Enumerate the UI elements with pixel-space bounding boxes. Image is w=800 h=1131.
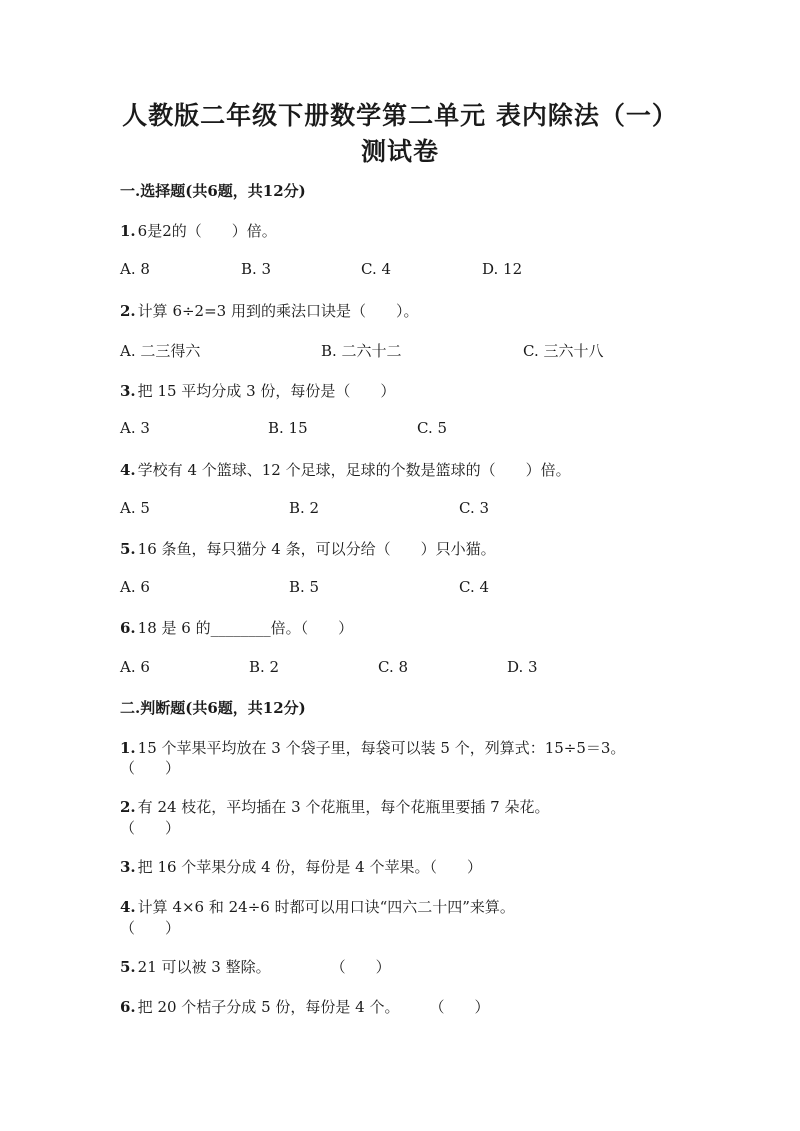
option-b: B. 二六十二 [321, 342, 402, 360]
question-text: 15 个苹果平均放在 3 个袋子里，每袋可以装 5 个，列算式：15÷5＝3。 [137, 739, 626, 757]
section-heading-choice: 一.选择题(共6题，共12分) [120, 182, 306, 200]
question-text: 18 是 6 的________倍。（ ） [137, 619, 354, 637]
judgement-4 [120, 896, 515, 917]
question-text: 学校有 4 个篮球、12 个足球，足球的个数是篮球的（ ）倍。 [137, 461, 571, 479]
option-b: B. 3 [241, 260, 272, 278]
question-text: 6是2的（ ）倍。 [137, 222, 277, 240]
option-b: B. 15 [268, 419, 308, 437]
option-c: C. 8 [378, 658, 409, 676]
question-text: 把 16 个苹果分成 4 份，每份是 4 个苹果。（ ） [137, 858, 482, 876]
question-number: 2. [120, 302, 136, 320]
option-c: C. 4 [459, 578, 490, 596]
question-number: 6. [120, 998, 136, 1016]
question-text: 16 条鱼，每只猫分 4 条，可以分给（ ）只小猫。 [137, 540, 496, 558]
question-text: 计算 4×6 和 24÷6 时都可以用口诀“四六二十四”来算。 [137, 898, 515, 916]
option-d: D. 12 [482, 260, 523, 278]
question-number: 6. [120, 619, 136, 637]
question-1 [120, 220, 277, 241]
option-a: A. 6 [120, 578, 150, 596]
question-number: 3. [120, 858, 136, 876]
option-a: A. 5 [120, 499, 150, 517]
judgement-1 [120, 737, 625, 758]
question-number: 2. [120, 798, 136, 816]
question-5 [120, 538, 496, 559]
question-number: 1. [120, 739, 136, 757]
judgement-6 [120, 996, 489, 1017]
question-number: 5. [120, 958, 136, 976]
question-text: 把 15 平均分成 3 份，每份是（ ） [137, 382, 396, 400]
question-number: 1. [120, 222, 136, 240]
question-4 [120, 459, 571, 480]
option-c: C. 4 [361, 260, 392, 278]
option-a: A. 8 [120, 260, 150, 278]
judgement-3 [120, 856, 482, 877]
section-heading-judgement: 二.判断题(共6题，共12分) [120, 699, 306, 717]
option-d: D. 3 [507, 658, 538, 676]
question-6 [120, 617, 353, 638]
option-c: C. 5 [417, 419, 448, 437]
option-b: B. 5 [289, 578, 320, 596]
option-b: B. 2 [249, 658, 280, 676]
option-c: C. 3 [459, 499, 490, 517]
option-a: A. 6 [120, 658, 150, 676]
judgement-5 [120, 956, 391, 977]
option-c: C. 三六十八 [523, 342, 604, 360]
answer-bracket: （ ） [120, 819, 181, 837]
question-number: 3. [120, 382, 136, 400]
question-text: 计算 6÷2=3 用到的乘法口诀是（ ）。 [137, 302, 419, 320]
page-subtitle: 测试卷 [360, 137, 439, 166]
judgement-2 [120, 796, 549, 817]
answer-bracket: （ ） [120, 759, 181, 777]
option-a: A. 3 [120, 419, 150, 437]
question-text: 有 24 枝花，平均插在 3 个花瓶里，每个花瓶里要插 7 朵花。 [137, 798, 550, 816]
question-number: 4. [120, 898, 136, 916]
question-number: 4. [120, 461, 136, 479]
option-a: A. 二三得六 [120, 342, 201, 360]
question-text: 21 可以被 3 整除。 （ ） [137, 958, 391, 976]
question-text: 把 20 个桔子分成 5 份，每份是 4 个。 （ ） [137, 998, 490, 1016]
question-3 [120, 380, 395, 401]
question-2 [120, 300, 418, 321]
question-number: 5. [120, 540, 136, 558]
page-title: 人教版二年级下册数学第二单元 表内除法（一） [122, 101, 678, 130]
option-b: B. 2 [289, 499, 320, 517]
answer-bracket: （ ） [120, 919, 181, 937]
